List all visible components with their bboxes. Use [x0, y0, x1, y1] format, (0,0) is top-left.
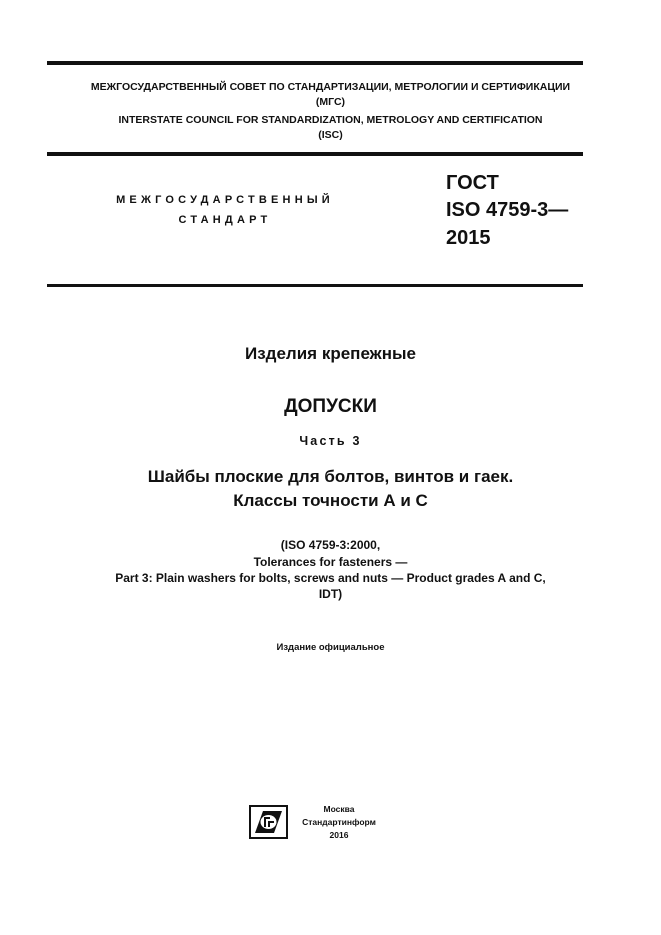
council-en-line2: (ISC) — [318, 129, 343, 141]
part-label: Часть 3 — [299, 434, 362, 448]
council-en-line1: INTERSTATE COUNCIL FOR STANDARDIZATION, METROLOGY AND CERTIFICATION — [118, 114, 543, 126]
gost-designation-line2: ISO 4759-3— — [446, 199, 569, 221]
iso-reference-line1: (ISO 4759-3:2000, — [280, 538, 381, 552]
iso-reference-line4: IDT) — [318, 587, 343, 601]
gost-designation-line1: ГОСТ — [446, 172, 499, 194]
standard-kind-line1: МЕЖГОСУДАРСТВЕННЫЙ — [116, 194, 334, 206]
document-title-uppercase: ДОПУСКИ — [284, 396, 377, 417]
iso-reference-line3: Part 3: Plain washers for bolts, screws and nuts — Product grades A and C, — [115, 571, 546, 585]
designation-rule — [47, 284, 583, 287]
publisher-name: Стандартинформ — [302, 817, 376, 827]
publisher-info — [296, 803, 382, 842]
document-subtitle-line2: Классы точности А и С — [233, 491, 428, 510]
publisher-year: 2016 — [329, 830, 349, 840]
publisher-city: Москва — [323, 804, 355, 814]
header-rule — [47, 152, 583, 156]
council-ru-line2: (МГС) — [315, 96, 346, 108]
top-rule — [47, 61, 583, 65]
council-ru-line1: МЕЖГОСУДАРСТВЕННЫЙ СОВЕТ ПО СТАНДАРТИЗАЦИИ, МЕТРОЛОГИИ И СЕРТИФИКАЦИИ — [90, 81, 571, 93]
standard-kind-line2: СТАНДАРТ — [178, 214, 272, 226]
document-subtitle-line1: Шайбы плоские для болтов, винтов и гаек. — [147, 467, 514, 486]
document-title: Изделия крепежные — [245, 344, 416, 363]
standartinform-logo-icon — [249, 805, 288, 839]
gost-designation-line3: 2015 — [446, 227, 491, 249]
iso-reference-line2: Tolerances for fasteners — — [253, 555, 408, 569]
edition-label: Издание официальное — [276, 642, 385, 653]
